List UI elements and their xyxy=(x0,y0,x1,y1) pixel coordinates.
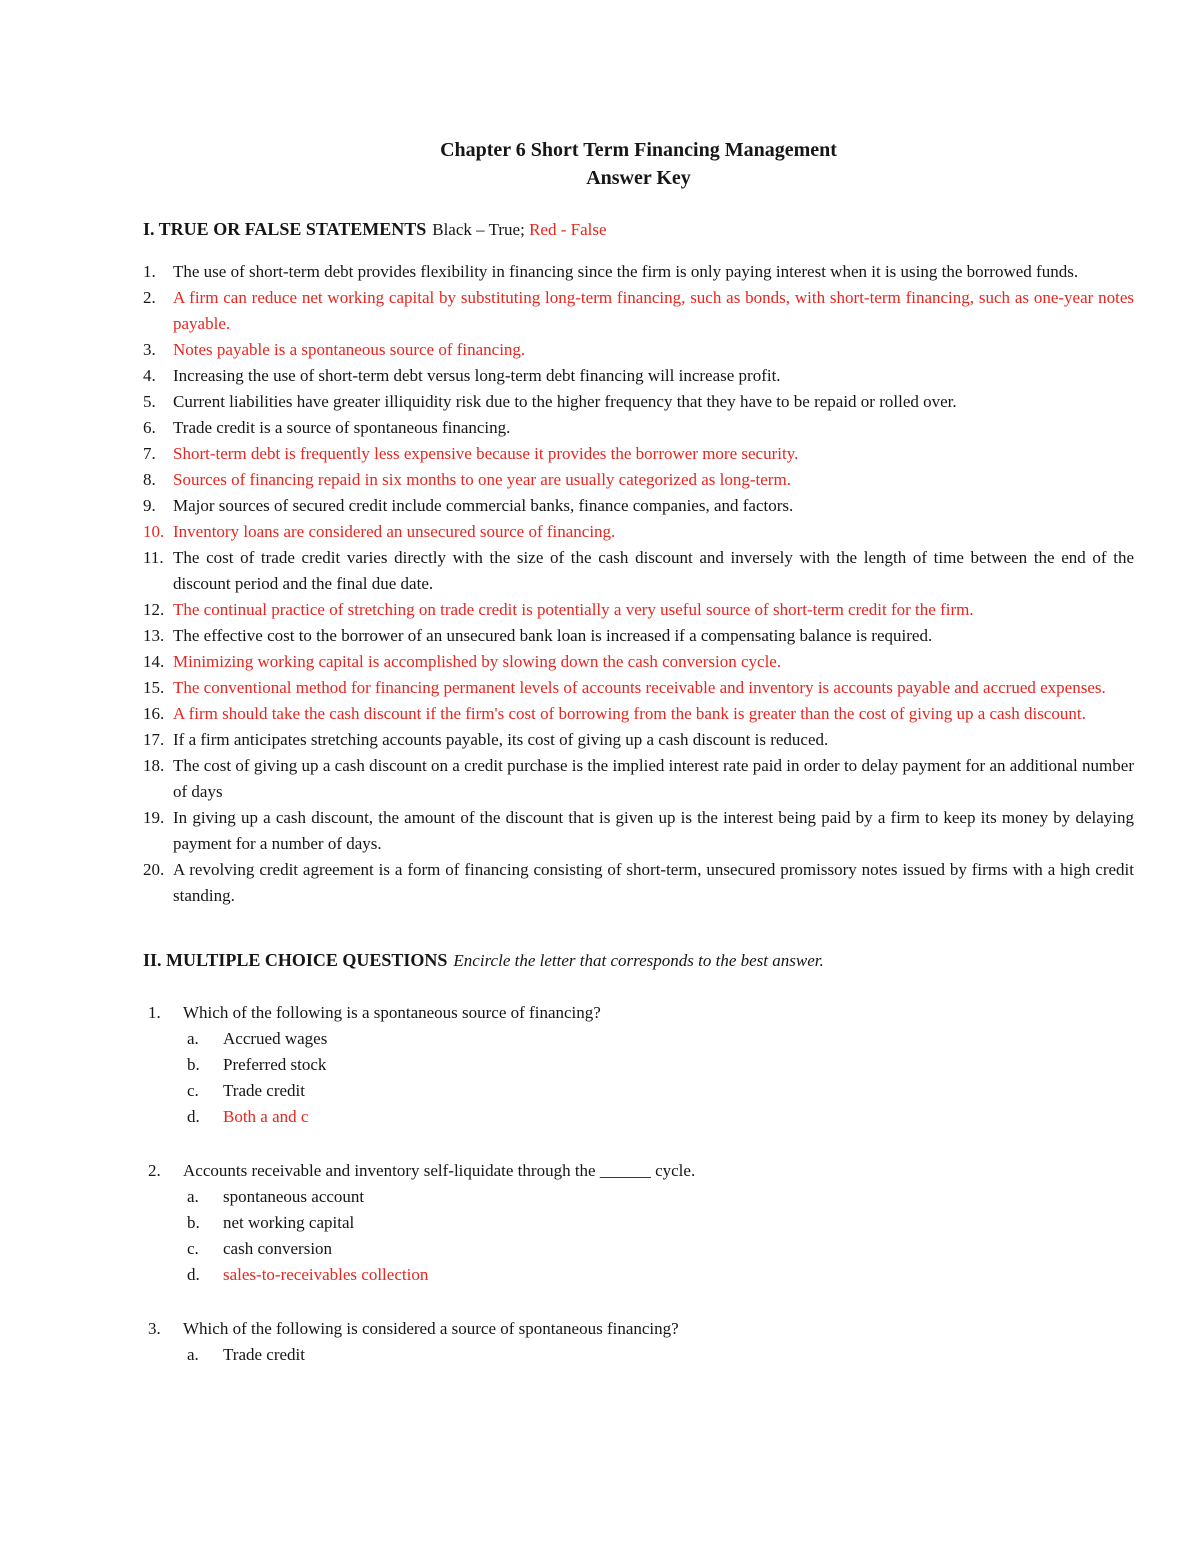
mcq-question xyxy=(143,1316,1134,1368)
option-letter: d. xyxy=(187,1265,200,1284)
item-text: The use of short-term debt provides flexibility in financing since the firm is only paying interest when it is using the borrowed funds. xyxy=(173,262,1079,281)
item-number: 1. xyxy=(143,262,156,281)
item-text: Minimizing working capital is accomplished by slowing down the cash conversion cycle. xyxy=(173,652,782,671)
true-false-item xyxy=(143,857,1134,909)
question-text: Which of the following is a spontaneous source of financing? xyxy=(183,1003,601,1022)
item-text: Sources of financing repaid in six months to one year are usually categorized as long-term. xyxy=(173,470,791,489)
true-false-item xyxy=(143,337,1134,363)
section-2-label: II. MULTIPLE CHOICE QUESTIONS xyxy=(143,950,448,970)
option-text: Trade credit xyxy=(223,1081,305,1100)
item-text: Inventory loans are considered an unsecured source of financing. xyxy=(173,522,616,541)
item-text: Trade credit is a source of spontaneous financing. xyxy=(173,418,511,437)
question-number: 3. xyxy=(148,1319,161,1338)
item-text: The conventional method for financing permanent levels of accounts receivable and inventory is accounts payable and accrued expenses. xyxy=(173,678,1106,697)
section-1-label: I. TRUE OR FALSE STATEMENTS xyxy=(143,219,427,239)
mcq-option xyxy=(187,1078,1134,1104)
item-text: Increasing the use of short-term debt versus long-term debt financing will increase profit. xyxy=(173,366,781,385)
option-letter: a. xyxy=(187,1187,199,1206)
question-row xyxy=(143,1316,1134,1342)
item-number: 19. xyxy=(143,808,165,827)
mcq-question xyxy=(143,1158,1134,1288)
item-text: A firm should take the cash discount if the firm's cost of borrowing from the bank is greater than the cost of giving up a cash discount. xyxy=(173,704,1086,723)
item-number: 13. xyxy=(143,626,165,645)
question-text: Accounts receivable and inventory self-liquidate through the ______ cycle. xyxy=(183,1161,696,1180)
true-false-list xyxy=(143,259,1134,909)
item-text: The cost of giving up a cash discount on a credit purchase is the implied interest rate paid in order to delay payment for an additional number of days xyxy=(173,756,1134,801)
item-number: 11. xyxy=(143,548,164,567)
true-false-item xyxy=(143,545,1134,597)
true-false-item xyxy=(143,493,1134,519)
mcq-options xyxy=(187,1184,1134,1288)
question-number: 1. xyxy=(148,1003,161,1022)
true-false-item xyxy=(143,805,1134,857)
option-text: cash conversion xyxy=(223,1239,333,1258)
true-false-item xyxy=(143,363,1134,389)
title-line-2: Answer Key xyxy=(586,167,691,189)
item-text: The continual practice of stretching on trade credit is potentially a very useful source of short-term credit for the firm. xyxy=(173,600,974,619)
true-false-item xyxy=(143,753,1134,805)
option-letter: c. xyxy=(187,1081,199,1100)
option-letter: a. xyxy=(187,1029,199,1048)
item-number: 6. xyxy=(143,418,156,437)
section-2-instruction: Encircle the letter that corresponds to the best answer. xyxy=(453,951,824,970)
mcq-option xyxy=(187,1184,1134,1210)
item-number: 18. xyxy=(143,756,165,775)
legend-false: Red - False xyxy=(529,220,607,239)
mcq-options xyxy=(187,1342,1134,1368)
mcq-option xyxy=(187,1052,1134,1078)
option-letter: c. xyxy=(187,1239,199,1258)
item-number: 14. xyxy=(143,652,165,671)
mcq-option xyxy=(187,1236,1134,1262)
item-text: If a firm anticipates stretching accounts payable, its cost of giving up a cash discount is reduced. xyxy=(173,730,829,749)
true-false-item xyxy=(143,285,1134,337)
true-false-item xyxy=(143,701,1134,727)
mcq-options xyxy=(187,1026,1134,1130)
item-number: 15. xyxy=(143,678,165,697)
mcq-list xyxy=(143,1000,1134,1368)
option-text: Both a and c xyxy=(223,1107,309,1126)
item-text: A revolving credit agreement is a form of financing consisting of short-term, unsecured promissory notes issued by firms with a high credit standing. xyxy=(173,860,1134,905)
document-title xyxy=(143,136,1134,192)
question-row xyxy=(143,1158,1134,1184)
section-1-heading xyxy=(143,216,1134,243)
item-text: Short-term debt is frequently less expensive because it provides the borrower more security. xyxy=(173,444,799,463)
item-text: The cost of trade credit varies directly with the size of the cash discount and inversely with the length of time between the end of the discount period and the final due date. xyxy=(173,548,1134,593)
section-2-heading xyxy=(143,947,1134,974)
mcq-question xyxy=(143,1000,1134,1130)
true-false-item xyxy=(143,467,1134,493)
item-text: Notes payable is a spontaneous source of financing. xyxy=(173,340,526,359)
mcq-option xyxy=(187,1026,1134,1052)
true-false-item xyxy=(143,675,1134,701)
item-number: 4. xyxy=(143,366,156,385)
item-number: 16. xyxy=(143,704,165,723)
option-text: Trade credit xyxy=(223,1345,305,1364)
item-number: 20. xyxy=(143,860,165,879)
option-text: Preferred stock xyxy=(223,1055,327,1074)
question-number: 2. xyxy=(148,1161,161,1180)
true-false-item xyxy=(143,727,1134,753)
question-row xyxy=(143,1000,1134,1026)
option-text: sales-to-receivables collection xyxy=(223,1265,429,1284)
title-line-1: Chapter 6 Short Term Financing Management xyxy=(440,139,837,161)
true-false-item xyxy=(143,519,1134,545)
true-false-item xyxy=(143,415,1134,441)
item-text: In giving up a cash discount, the amount of the discount that is given up is the interest being paid by a firm to keep its money by delaying payment for a number of days. xyxy=(173,808,1134,853)
option-text: net working capital xyxy=(223,1213,355,1232)
true-false-item xyxy=(143,259,1134,285)
true-false-item xyxy=(143,441,1134,467)
question-text: Which of the following is considered a source of spontaneous financing? xyxy=(183,1319,679,1338)
option-text: Accrued wages xyxy=(223,1029,328,1048)
legend-true: Black – True; xyxy=(432,220,530,239)
option-letter: a. xyxy=(187,1345,199,1364)
item-number: 7. xyxy=(143,444,156,463)
item-number: 12. xyxy=(143,600,165,619)
item-number: 17. xyxy=(143,730,165,749)
mcq-option xyxy=(187,1104,1134,1130)
item-text: Major sources of secured credit include commercial banks, finance companies, and factors. xyxy=(173,496,794,515)
item-number: 5. xyxy=(143,392,156,411)
true-false-item xyxy=(143,649,1134,675)
mcq-option xyxy=(187,1342,1134,1368)
item-text: Current liabilities have greater illiquidity risk due to the higher frequency that they have to be repaid or rolled over. xyxy=(173,392,957,411)
item-text: A firm can reduce net working capital by substituting long-term financing, such as bonds, with short-term financing, such as one-year notes payable. xyxy=(173,288,1134,333)
option-text: spontaneous account xyxy=(223,1187,365,1206)
mcq-option xyxy=(187,1210,1134,1236)
option-letter: b. xyxy=(187,1055,200,1074)
item-number: 10. xyxy=(143,522,165,541)
item-number: 2. xyxy=(143,288,156,307)
item-number: 3. xyxy=(143,340,156,359)
item-text: The effective cost to the borrower of an unsecured bank loan is increased if a compensating balance is required. xyxy=(173,626,933,645)
mcq-option xyxy=(187,1262,1134,1288)
option-letter: b. xyxy=(187,1213,200,1232)
item-number: 8. xyxy=(143,470,156,489)
true-false-item xyxy=(143,623,1134,649)
item-number: 9. xyxy=(143,496,156,515)
option-letter: d. xyxy=(187,1107,200,1126)
true-false-item xyxy=(143,597,1134,623)
true-false-item xyxy=(143,389,1134,415)
